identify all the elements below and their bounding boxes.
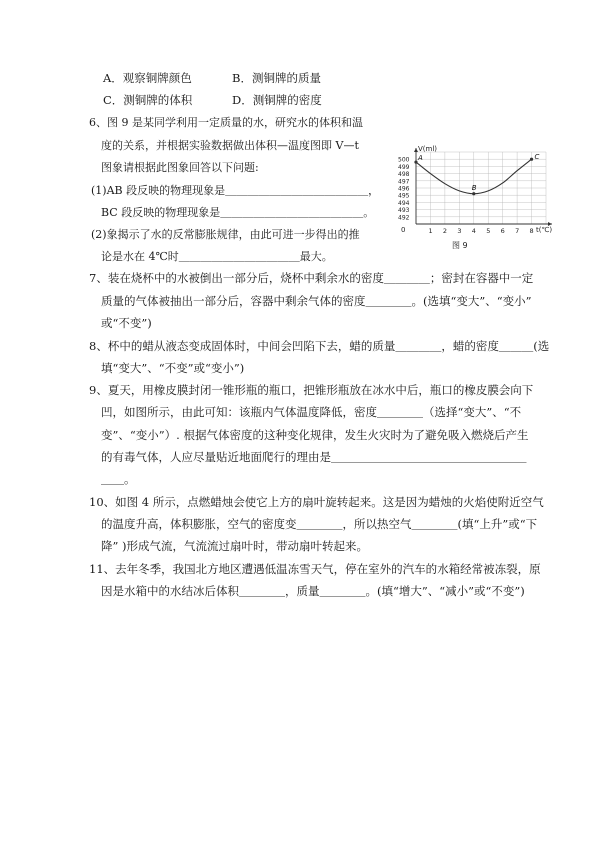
q5-option-a: A．观察铜牌颜色 [103, 71, 192, 85]
q10-line-1: 10、如图 4 所示，点燃蜡烛会使它上方的扇叶旋转起来。这是因为蜡烛的火焰使附近空气 [89, 495, 544, 509]
x-tick-label: 8 [529, 227, 534, 235]
q5-option-c: C．测铜牌的体积 [103, 93, 193, 107]
q10-line-2: 的温度升高，体积膨胀，空气的密度变＿＿＿＿，所以热空气＿＿＿＿(填“上升”或“下 [101, 517, 538, 531]
point-b-marker [472, 192, 475, 195]
y-tick-label: 492 [398, 214, 410, 222]
x-axis-label: t(℃) [536, 226, 553, 234]
q9-line-4: 的有毒气体，人应尽量贴近地面爬行的理由是＿＿＿＿＿＿＿＿＿＿＿＿＿＿＿＿＿ [101, 450, 527, 464]
figure-9 [396, 140, 562, 262]
q9-line-2: 凹，如图所示，由此可知：该瓶内气体温度降低，密度＿＿＿＿（选择“变大”、“不 [101, 405, 522, 419]
q7-line-1: 7、装在烧杯中的水被倒出一部分后，烧杯中剩余水的密度＿＿＿＿；密封在容器中一定 [89, 271, 534, 285]
point-b-label: B [471, 183, 477, 192]
y-tick-label: 499 [398, 163, 410, 171]
q11-line-2: 因是水箱中的水结冰后体积＿＿＿＿，质量＿＿＿＿。(填“增大”、“减小”或“不变”) [101, 584, 525, 598]
y-tick-label: 493 [398, 207, 410, 215]
x-tick-label: 6 [500, 227, 505, 235]
y-tick-label: 498 [398, 171, 410, 179]
y-tick-label: 496 [398, 185, 410, 193]
q5-option-b: B．测铜牌的质量 [232, 71, 321, 85]
point-a-label: A [418, 154, 423, 163]
point-c-marker [530, 158, 533, 161]
y-tick-label: 497 [398, 178, 410, 186]
x-tick-label: 1 [428, 227, 433, 235]
q6-line-4: (1)AB 段反映的物理现象是＿＿＿＿＿＿＿＿＿＿＿＿＿， [91, 184, 380, 197]
x-tick-label: 3 [457, 227, 462, 235]
q6-line-5: BC 段反映的物理现象是＿＿＿＿＿＿＿＿＿＿＿＿＿。 [101, 206, 375, 219]
q11-line-1: 11、去年冬季，我国北方地区遭遇低温冻雪天气，停在室外的汽车的水箱经常被冻裂，原 [89, 562, 541, 576]
origin-label: 0 [401, 226, 406, 234]
q10-line-3: 降” )形成气流，气流流过扇叶时，带动扇叶转起来。 [101, 539, 369, 553]
q7-line-3: 或“不变”) [101, 316, 152, 330]
q6-line-1: 6、图 9 是某同学利用一定质量的水，研究水的体积和温 [89, 116, 363, 129]
x-tick-label: 2 [442, 227, 448, 235]
q8-line-1: 8、杯中的蜡从液态变成固体时，中间会凹陷下去，蜡的质量＿＿＿＿，蜡的密度＿＿＿(选 [89, 339, 550, 353]
figure-caption: 图 9 [452, 241, 468, 250]
q9-line-1: 9、夏天，用橡皮膜封闭一锥形瓶的瓶口，把锥形瓶放在冰水中后，瓶口的橡皮膜会向下 [89, 383, 534, 397]
y-tick-label: 495 [398, 192, 410, 200]
q7-line-2: 质量的气体被抽出一部分后，容器中剩余气体的密度＿＿＿＿。(选填“变大”、“变小” [101, 294, 532, 308]
x-tick-label: 5 [486, 227, 491, 235]
volume-temperature-graph [396, 140, 562, 262]
y-tick-label: 494 [398, 199, 410, 207]
q6-line-6: (2)象揭示了水的反常膨胀规律，由此可进一步得出的推 [91, 228, 360, 241]
y-axis-label: V(ml) [418, 145, 438, 153]
q9-line-3: 变”、“变小”）. 根据气体密度的这种变化规律，发生火灾时为了避免吸入燃烧后产生 [101, 428, 529, 442]
point-c-label: C [534, 153, 540, 162]
q6-line-2: 度的关系，并根据实验数据做出体积—温度图即 V—t [101, 139, 359, 152]
q8-line-2: 填“变大”、“不变”或“变小”) [101, 361, 245, 375]
x-tick-label: 7 [515, 227, 520, 235]
q5-option-d: D．测铜牌的密度 [232, 93, 322, 107]
q6-line-3: 图象请根据此图象回答以下问题: [101, 161, 259, 174]
q6-line-7: 论是水在 4℃时＿＿＿＿＿＿＿＿＿＿＿最大。 [101, 250, 333, 263]
x-tick-label: 4 [471, 227, 476, 235]
y-tick-label: 500 [398, 156, 410, 164]
q9-line-5: ＿＿。 [101, 472, 136, 486]
